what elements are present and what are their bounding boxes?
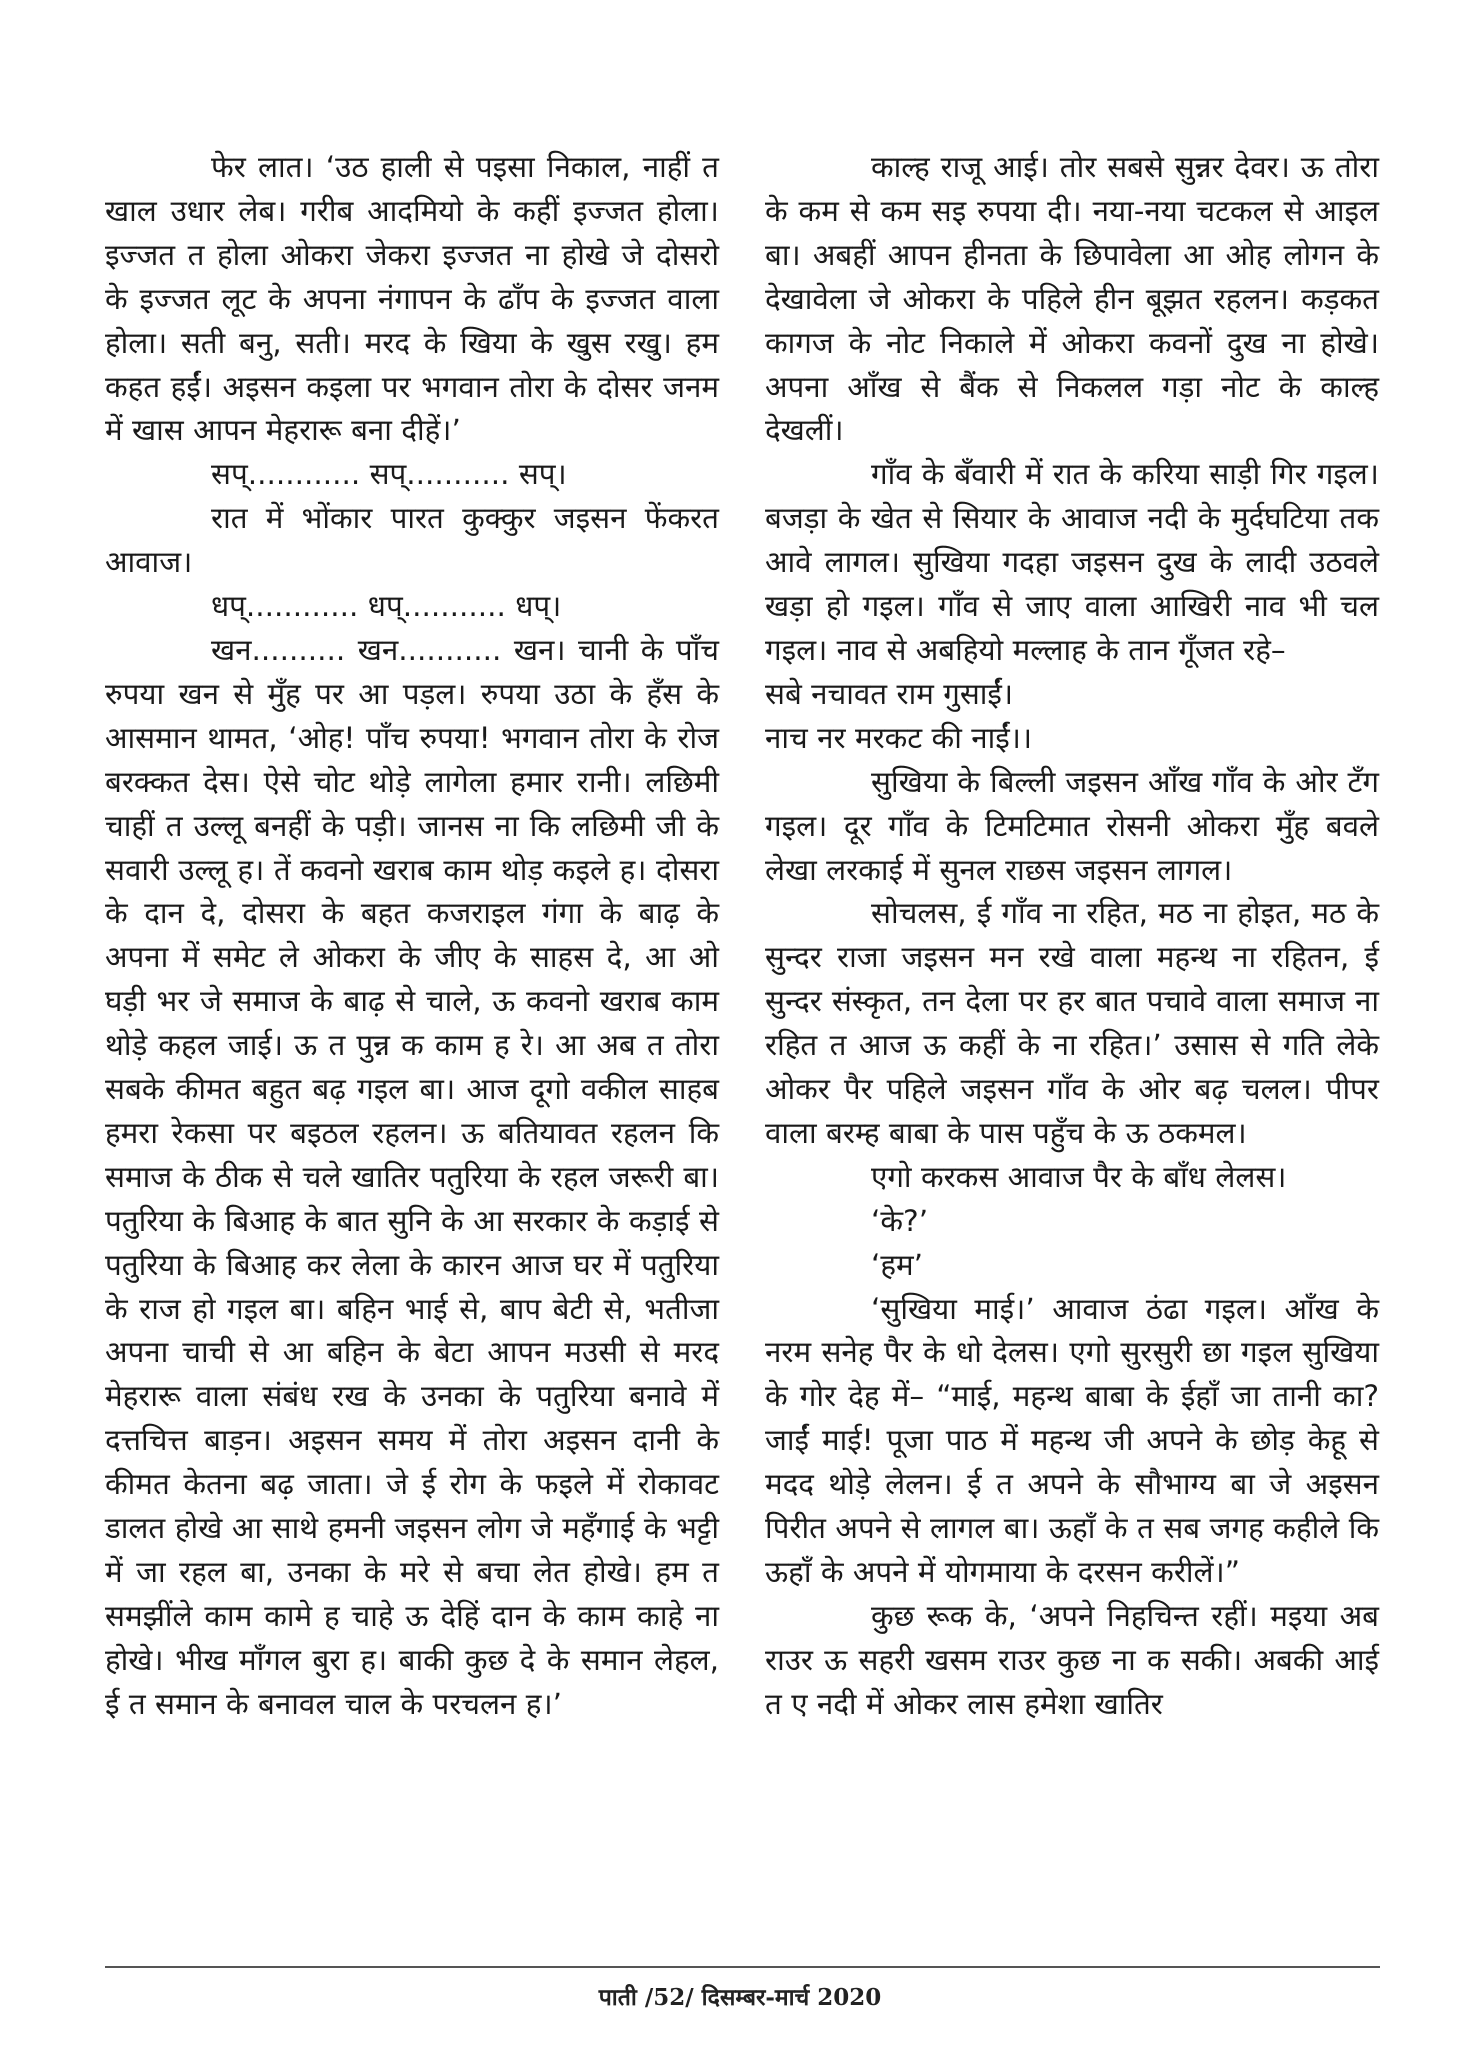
paragraph: एगो करकस आवाज पैर के बाँध लेलस। xyxy=(871,1159,1287,1194)
paragraph: धप्............ धप्........... धप्। xyxy=(211,589,562,624)
left-column xyxy=(105,146,719,1727)
page-footer: पाती /52/ दिसम्बर-मार्च 2020 xyxy=(598,1984,882,2011)
paragraph: काल्ह राजू आई। तोर सबसे सुन्नर देवर। ऊ तोरा के कम से कम सइ रुपया दी। नया-नया चटकल से आइल बा। अबहीं आपन हीनता के छिपावेला आ ओह लोगन के देखावेला जे ओकरा के पहिले हीन बूझत रहलन। कड़कत कागज के नोट निकाले में ओकरा कवनों दुख ना होखे। अपना आँख से बैंक से निकलल गड़ा नोट के काल्ह देखलीं। xyxy=(765,150,1379,448)
footer-divider xyxy=(105,1966,1380,1968)
paragraph: ‘के?’ xyxy=(871,1203,929,1238)
right-column xyxy=(765,146,1379,1727)
verse-line: सबे नचावत राम गुसाईं। xyxy=(765,676,1014,711)
paragraph: फेर लात। ‘उठ हाली से पइसा निकाल, नाहीं त खाल उधार लेब। गरीब आदमियो के कहीं इज्जत होला। इज्जत त होला ओकरा जेकरा इज्जत ना होखे जे दोसरो के इज्जत लूट के अपना नंगापन के ढाँप के इज्जत वाला होला। सती बनु, सती। मरद के खिया के खुस रखु। हम कहत हईं। अइसन कइला पर भगवान तोरा के दोसर जनम में खास आपन मेहरारू बना दीहें।’ xyxy=(105,150,719,448)
paragraph: ‘सुखिया माई।’ आवाज ठंढा गइल। आँख के नरम सनेह पैर के धो देलस। एगो सुरसुरी छा गइल सुखिया के गोर देह में– “माई, महन्थ बाबा के ईहाँ जा तानी का? जाईं माई! पूजा पाठ में महन्थ जी अपने के छोड़ केहू से मदद थोड़े लेलन। ई त अपने के सौभाग्य बा जे अइसन पिरीत अपने से लागल बा। ऊहाँ के त सब जगह कहीले कि ऊहाँ के अपने में योगमाया के दरसन करीलें।” xyxy=(765,1291,1379,1589)
paragraph: कुछ रूक के, ‘अपने निहचिन्त रहीं। मइया अब राउर ऊ सहरी खसम राउर कुछ ना क सकी। अबकी आई त ए नदी में ओकर लास हमेशा खातिर xyxy=(765,1598,1379,1721)
paragraph: ‘हम’ xyxy=(871,1247,924,1282)
verse-line: नाच नर मरकट की नाईं।। xyxy=(765,720,1033,755)
paragraph: खन.......... खन........... खन। चानी के पाँच रुपया खन से मुँह पर आ पड़ल। रुपया उठा के हँस के आसमान थामत, ‘ओह! पाँच रुपया! भगवान तोरा के रोज बरक्कत देस। ऐसे चोट थोड़े लागेला हमार रानी। लछिमी चाहीं त उल्लू बनहीं के पड़ी। जानस ना कि लछिमी जी के सवारी उल्लू ह। तें कवनो खराब काम थोड़ कइले ह। दोसरा के दान दे, दोसरा के बहत कजराइल गंगा के बाढ़ के अपना में समेट ले ओकरा के जीए के साहस दे, आ ओ घड़ी भर जे समाज के बाढ़ से चाले, ऊ कवनो खराब काम थोड़े कहल जाई। ऊ त पुन्न क काम ह रे। आ अब त तोरा सबके कीमत बहुत बढ़ गइल बा। आज दूगो वकील साहब हमरा रेकसा पर बइठल रहलन। ऊ बतियावत रहलन कि समाज के ठीक से चले खातिर पतुरिया के रहल जरूरी बा। पतुरिया के बिआह के बात सुनि के आ सरकार के कड़ाई से पतुरिया के बिआह कर लेला के कारन आज घर में पतुरिया के राज हो गइल बा। बहिन भाई से, बाप बेटी से, भतीजा अपना चाची से आ बहिन के बेटा आपन मउसी से मरद मेहरारू वाला संबंध रख के उनका के पतुरिया बनावे में दत्तचित्त बाड़न। अइसन समय में तोरा अइसन दानी के कीमत केतना बढ़ जाता। जे ई रोग के फइले में रोकावट डालत होखे आ साथे हमनी जइसन लोग जे महँगाई के भट्टी में जा रहल बा, उनका के मरे से बचा लेत होखे। हम त समझींले काम कामे ह चाहे ऊ देहिं दान के काम काहे ना होखे। भीख माँगल बुरा ह। बाकी कुछ दे के समान लेहल, ई त समान के बनावल चाल के परचलन ह।’ xyxy=(105,632,719,1721)
paragraph: गाँव के बँवारी में रात के करिया साड़ी गिर गइल। बजड़ा के खेत से सियार के आवाज नदी के मुर्दघटिया तक आवे लागल। सुखिया गदहा जइसन दुख के लादी उठवले खड़ा हो गइल। गाँव से जाए वाला आखिरी नाव भी चल गइल। नाव से अबहियो मल्लाह के तान गूँजत रहे– xyxy=(765,457,1379,667)
paragraph: सप्............ सप्........... सप्। xyxy=(211,457,567,492)
paragraph: सुखिया के बिल्ली जइसन आँख गाँव के ओर टँग गइल। दूर गाँव के टिमटिमात रोसनी ओकरा मुँह बवले लेखा लरकाई में सुनल राछस जइसन लागल। xyxy=(765,764,1379,887)
paragraph: सोचलस, ई गाँव ना रहित, मठ ना होइत, मठ के सुन्दर राजा जइसन मन रखे वाला महन्थ ना रहितन, ई सुन्दर संस्कृत, तन देला पर हर बात पचावे वाला समाज ना रहित त आज ऊ कहीं के ना रहित।’ उसास से गति लेके ओकर पैर पहिले जइसन गाँव के ओर बढ़ चलल। पीपर वाला बरम्ह बाबा के पास पहुँच के ऊ ठकमल। xyxy=(765,896,1379,1150)
paragraph: रात में भोंकार पारत कुक्कुर जइसन फेंकरत आवाज। xyxy=(105,501,719,580)
